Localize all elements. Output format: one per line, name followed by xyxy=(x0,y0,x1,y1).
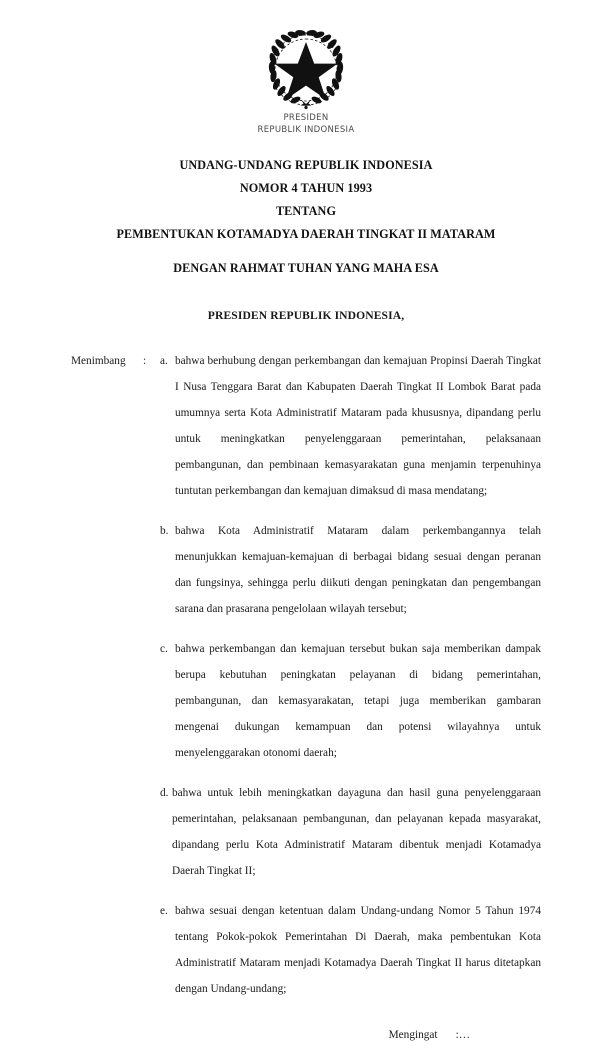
remembering-value: :… xyxy=(455,1029,470,1041)
emblem-caption-line1: PRESIDEN xyxy=(283,113,329,123)
considering-colon: : xyxy=(143,355,147,367)
considering-label: Menimbang xyxy=(71,355,126,367)
remembering-row xyxy=(71,1022,541,1048)
considering-item-text: bahwa untuk lebih meningkatkan dayaguna dan hasil guna penyelenggaraan pemerintahan, pelaksanaan pembangunan, dan pelayanan kepada masyarakat, dipandang perlu Kota Administratif Mataram dibentuk menjadi Kotamadya Daerah Tingkat II; xyxy=(172,787,544,877)
considering-item-text: bahwa Kota Administratif Mataram dalam perkembangannya telah menunjukkan kemajuan-kemajuan di berbagai bidang sesuai dengan peranan dan fungsinya, sehingga perlu diikuti dengan peningkatan dan pengembangan sarana dan prasarana pengelolaan wilayah tersebut; xyxy=(175,525,544,615)
considering-item-text: bahwa perkembangan dan kemajuan tersebut bukan saja memberikan dampak berupa kebutuhan peningkatan pelayanan di bidang pemerintahan, pembangunan, dan kemasyarakatan, tetapi juga memberikan gambaran mengenai dukungan kemampuan dan potensi wilayahnya untuk menyelenggarakan otonomi daerah; xyxy=(175,643,544,759)
title-number: NOMOR 4 TAHUN 1993 xyxy=(239,181,373,195)
considering-item-text: bahwa sesuai dengan ketentuan dalam Undang-undang Nomor 5 Tahun 1974 tentang Pokok-pokok Pemerintahan Di Daerah, maka pembentukan Kota Administratif Mataram menjadi Kotamadya Daerah Tingkat II harus ditetapkan dengan Undang-undang; xyxy=(175,905,547,995)
considering-item-marker: d. xyxy=(160,787,169,799)
considering-item xyxy=(160,636,544,766)
considering-item-marker: e. xyxy=(160,905,168,917)
document-header xyxy=(0,0,612,136)
title-law-type: UNDANG-UNDANG REPUBLIK INDONESIA xyxy=(179,158,433,172)
authority-line: PRESIDEN REPUBLIK INDONESIA, xyxy=(207,309,405,322)
considering-items xyxy=(160,348,547,1002)
considering-item-marker: a. xyxy=(160,355,168,367)
title-invocation: DENGAN RAHMAT TUHAN YANG MAHA ESA xyxy=(173,261,439,275)
emblem-caption-line2: REPUBLIK INDONESIA xyxy=(257,124,355,135)
title-about-label: TENTANG xyxy=(275,204,337,218)
garuda-star-wreath-emblem xyxy=(258,26,354,110)
considering-item-marker: c. xyxy=(160,643,168,655)
considering-item xyxy=(160,780,544,884)
emblem-caption xyxy=(0,113,612,136)
considering-section xyxy=(0,348,612,1048)
remembering-label: Mengingat xyxy=(388,1029,438,1041)
considering-item xyxy=(160,518,544,622)
considering-item-marker: b. xyxy=(160,525,169,537)
title-subject: PEMBENTUKAN KOTAMADYA DAERAH TINGKAT II MATARAM xyxy=(116,227,496,241)
considering-item xyxy=(160,898,547,1002)
document-title-block xyxy=(0,154,612,280)
considering-item-text: bahwa berhubung dengan perkembangan dan kemajuan Propinsi Daerah Tingkat I Nusa Tenggara Barat dan Kabupaten Daerah Tingkat II Lombok Barat pada umumnya serta Kota Administratif Mataram pada khususnya, dipandang perlu untuk meningkatkan penyelenggaraan pemerintahan, pelaksanaan pembangunan, dan pembinaan kemasyarakatan guna menjamin terpenuhinya tuntutan perkembangan dan kemajuan dimaksud di masa mendatang; xyxy=(175,355,544,497)
considering-item xyxy=(160,348,544,504)
